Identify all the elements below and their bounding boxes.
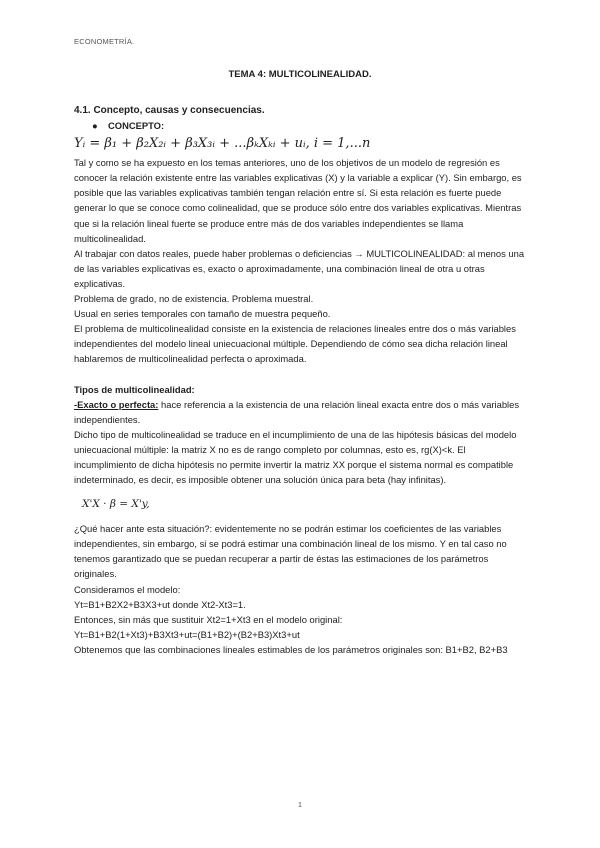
document-body xyxy=(74,103,530,657)
term-definition: hace referencia a la existencia de una relación lineal exacta entre dos o más variables independientes. xyxy=(74,398,520,425)
term-exacta: -Exacto o perfecta: xyxy=(74,398,159,410)
normal-equation-formula: X'X · β = X'y, xyxy=(82,498,150,511)
paragraph: El problema de multicolinealidad consiste en la existencia de relaciones lineales entre dos o más variables independientes del modelo lineal uniecuacional múltiple. Dependiendo de cómo sea dicha relación lineal hablaremos de multicolinealidad perfecta o aproximada. xyxy=(74,323,516,365)
page-title: TEMA 4: MULTICOLINEALIDAD. xyxy=(228,69,372,80)
paragraph: Usual en series temporales con tamaño de muestra pequeño. xyxy=(74,308,331,320)
paragraph: Yt=B1+B2X2+B3X3+ut donde Xt2-Xt3=1. xyxy=(74,598,246,610)
paragraph: Problema de grado, no de existencia. Problema muestral. xyxy=(74,293,314,305)
paragraph-exacta xyxy=(74,397,530,427)
bullet-concepto xyxy=(92,118,530,133)
paragraph: Consideramos el modelo: xyxy=(74,583,181,595)
bullet-label: CONCEPTO: xyxy=(108,120,165,132)
paragraph: Entonces, sin más que sustituir Xt2=1+Xt3 en el modelo original: xyxy=(74,613,343,625)
paragraph: Tal y como se ha expuesto en los temas anteriores, uno de los objetivos de un modelo de regresión es conocer la relación existente entre las variables explicativas (X) y la variable a explicar (Y). Sin embargo, es posible que las variables explicativas también tengan relación entre sí. Si esta relación es fuerte puede generar lo que se conoce como colinealidad, que se produce sólo entre dos variables explicativas. Mientras que si la relación lineal fuerte se produce entre más de dos variables independientes se llama multicolinealidad. xyxy=(74,157,522,244)
page-number: 1 xyxy=(297,800,303,809)
paragraph: ¿Qué hacer ante esta situación?: evidentemente no se podrán estimar los coeficientes de las variables independientes, sin embargo, si se podrá estimar una combinación lineal de los mismo. Y en tal caso no tenemos garantizado que se puedan recuperar a partir de éstas las estimaciones de los parámetros originales. xyxy=(74,523,507,580)
paragraph: Dicho tipo de multicolinealidad se traduce en el incumplimiento de una de las hipótesis básicas del modelo uniecuacional múltiple: la matriz X no es de rango completo por columnas, esto es, rg(X)<k. El incumplimiento de dicha hipótesis no permite invertir la matriz XX porque el sistema normal es compatible indeterminado, es decir, es imposible obtener una solución única para beta (hay infinitas). xyxy=(74,428,517,486)
bullet-icon: ● xyxy=(92,120,98,132)
section-heading-concepto: 4.1. Concepto, causas y consecuencias. xyxy=(74,105,265,116)
paragraph: Yt=B1+B2(1+Xt3)+B3Xt3+ut=(B1+B2)+(B2+B3)Xt3+ut xyxy=(74,628,300,640)
section-heading-tipos: Tipos de multicolinealidad: xyxy=(74,383,195,395)
paragraph: Al trabajar con datos reales, puede haber problemas o deficiencias → MULTICOLINEALIDAD: al menos una de las variables explicativas es, exacto o aproximadamente, una combinación lineal de otra u otras explicativas. xyxy=(74,247,525,289)
running-header: ECONOMETRÍA. xyxy=(74,37,135,46)
paragraph: Obtenemos que las combinaciones lineales estimables de los parámetros originales son: B1+B2, B2+B3 xyxy=(74,643,508,655)
regression-formula: Yᵢ = β₁ + β₂X₂ᵢ + β₃X₃ᵢ + ...βₖXₖᵢ + uᵢ, i = 1,...n xyxy=(74,136,371,152)
